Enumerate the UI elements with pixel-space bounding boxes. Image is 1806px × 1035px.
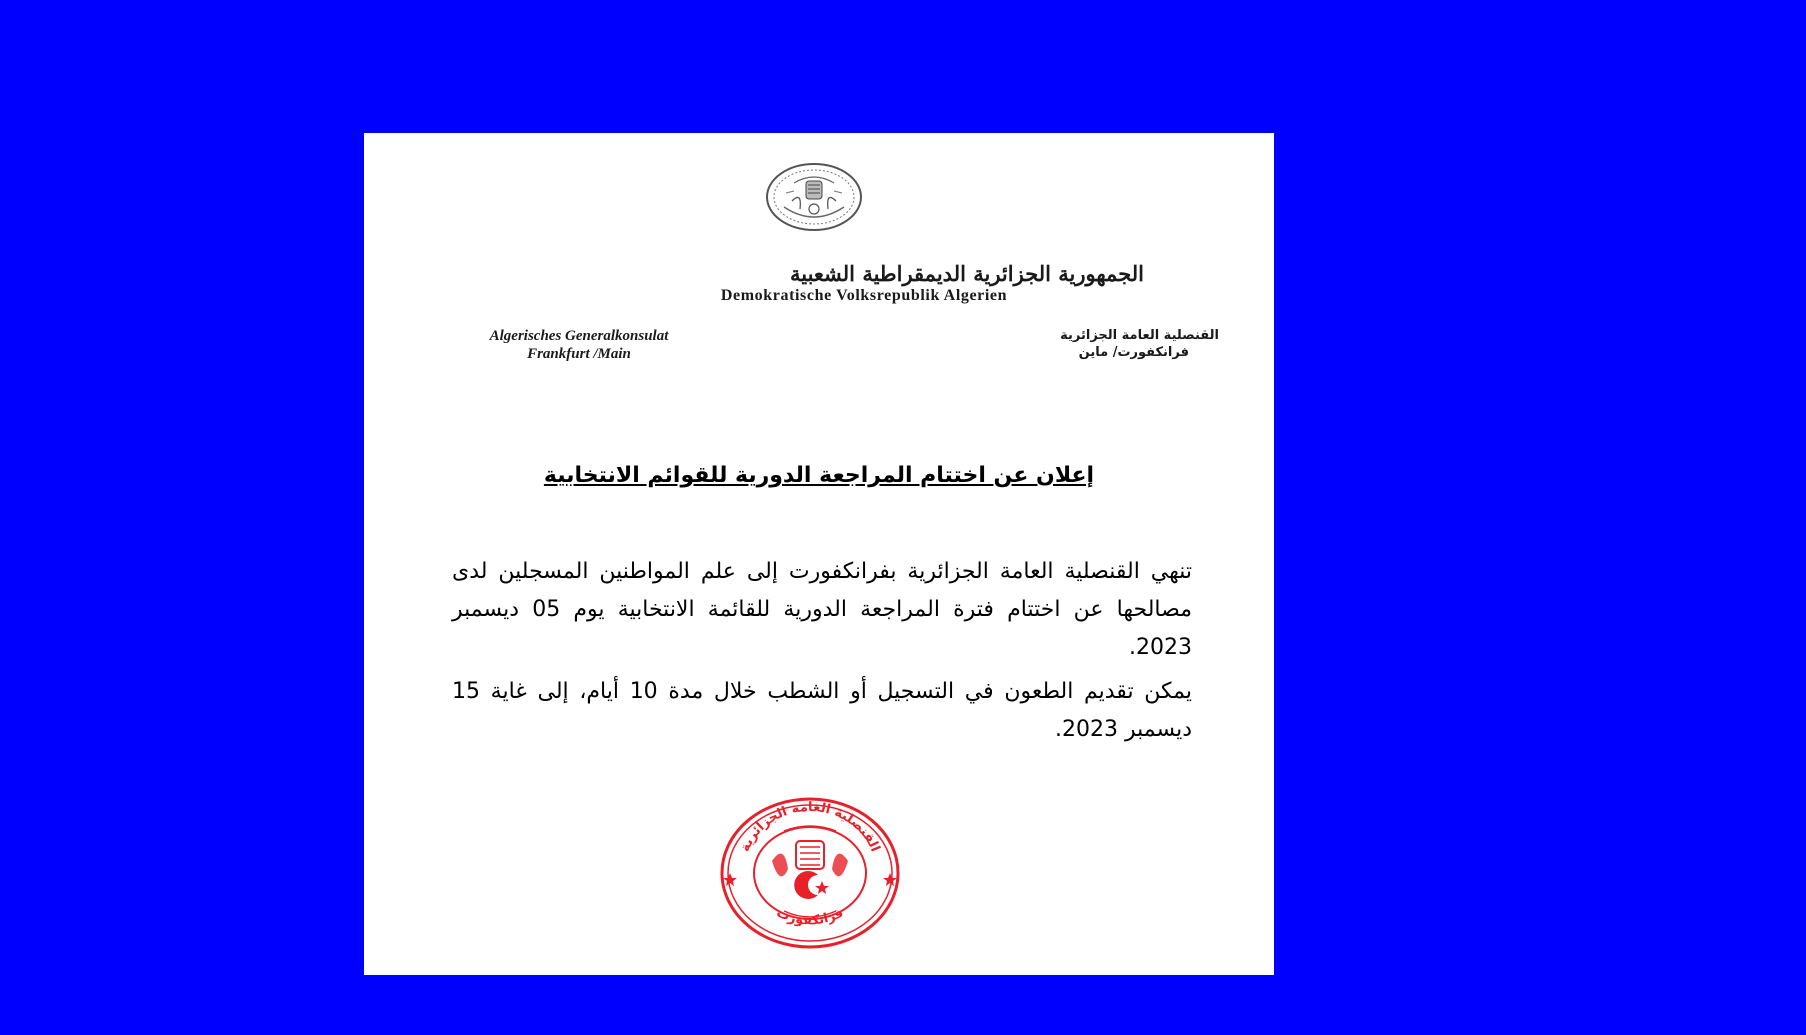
consulate-german-line1: Algerisches Generalkonsulat [489, 328, 669, 344]
consulate-name-arabic [939, 327, 1219, 361]
stamp-text-top: القنصلية العامة الجزائرية [737, 799, 883, 855]
document-page [364, 133, 1274, 975]
republic-name-arabic: الجمهورية الجزائرية الديمقراطية الشعبية [789, 261, 1144, 286]
consulate-arabic-line1: القنصلية العامة الجزائرية [1060, 328, 1219, 343]
stamp-text-bottom: فرانكفورت [773, 905, 847, 929]
consulate-german-line2: Frankfurt /Main [527, 346, 631, 362]
announcement-title: إعلان عن اختتام المراجعة الدورية للقوائم الانتخابية [543, 463, 1095, 488]
announcement-paragraph-2: يمكن تقديم الطعون في التسجيل أو الشطب خلال مدة 10 أيام، إلى غاية 15 ديسمبر 2023. [452, 679, 1192, 742]
republic-name-german: Demokratische Volksrepublik Algerien [720, 287, 1008, 304]
announcement-body [452, 553, 1192, 755]
consulate-name-german [459, 327, 699, 363]
algerian-emblem-icon [764, 161, 864, 233]
consulate-arabic-line2: فرانكفورت/ ماين [1078, 345, 1189, 360]
consulate-stamp-icon [714, 791, 906, 951]
announcement-paragraph-1: تنهي القنصلية العامة الجزائرية بفرانكفورت إلى علم المواطنين المسجلين لدى مصالحها عن اختتام فترة المراجعة الدورية للقائمة الانتخابية يوم 05 ديسمبر 2023. [452, 559, 1192, 660]
